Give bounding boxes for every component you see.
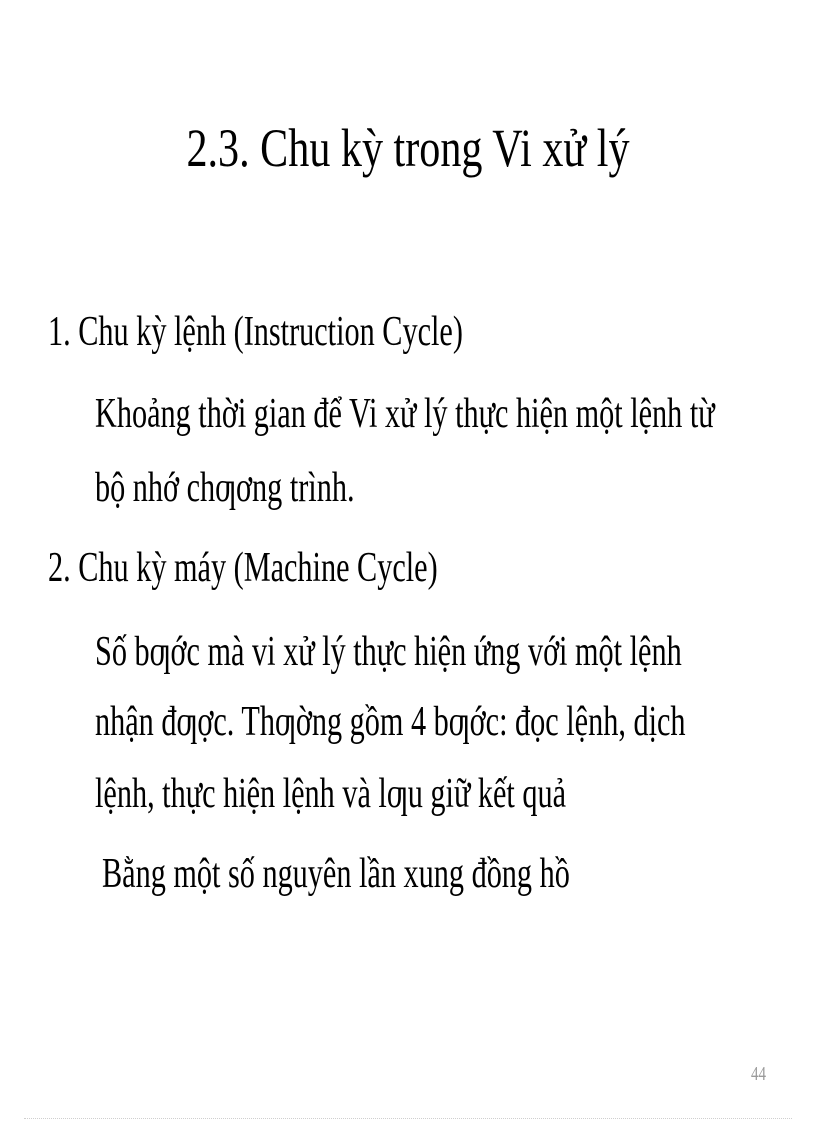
item-1-heading: 1. Chu kỳ lệnh (Instruction Cycle) xyxy=(48,309,463,355)
item-1-text-line-2: bộ nhớ chƣơng trình. xyxy=(95,465,355,511)
item-1-text-line-1: Khoảng thời gian để Vi xử lý thực hiện một lệnh từ xyxy=(95,391,715,437)
page-number: 44 xyxy=(751,1063,766,1085)
item-2-text-line-2: nhận đƣợc. Thƣờng gồm 4 bƣớc: đọc lệnh, dịch xyxy=(95,699,686,745)
slide-title: 2.3. Chu kỳ trong Vi xử lý xyxy=(186,118,630,178)
item-2-text-line-4: Bằng một số nguyên lần xung đồng hồ xyxy=(102,851,570,897)
item-2-heading: 2. Chu kỳ máy (Machine Cycle) xyxy=(48,545,438,591)
bottom-divider xyxy=(24,1118,792,1119)
item-2-text-line-1: Số bƣớc mà vi xử lý thực hiện ứng với một lệnh xyxy=(95,629,682,675)
item-2-text-line-3: lệnh, thực hiện lệnh và lƣu giữ kết quả xyxy=(95,771,567,817)
